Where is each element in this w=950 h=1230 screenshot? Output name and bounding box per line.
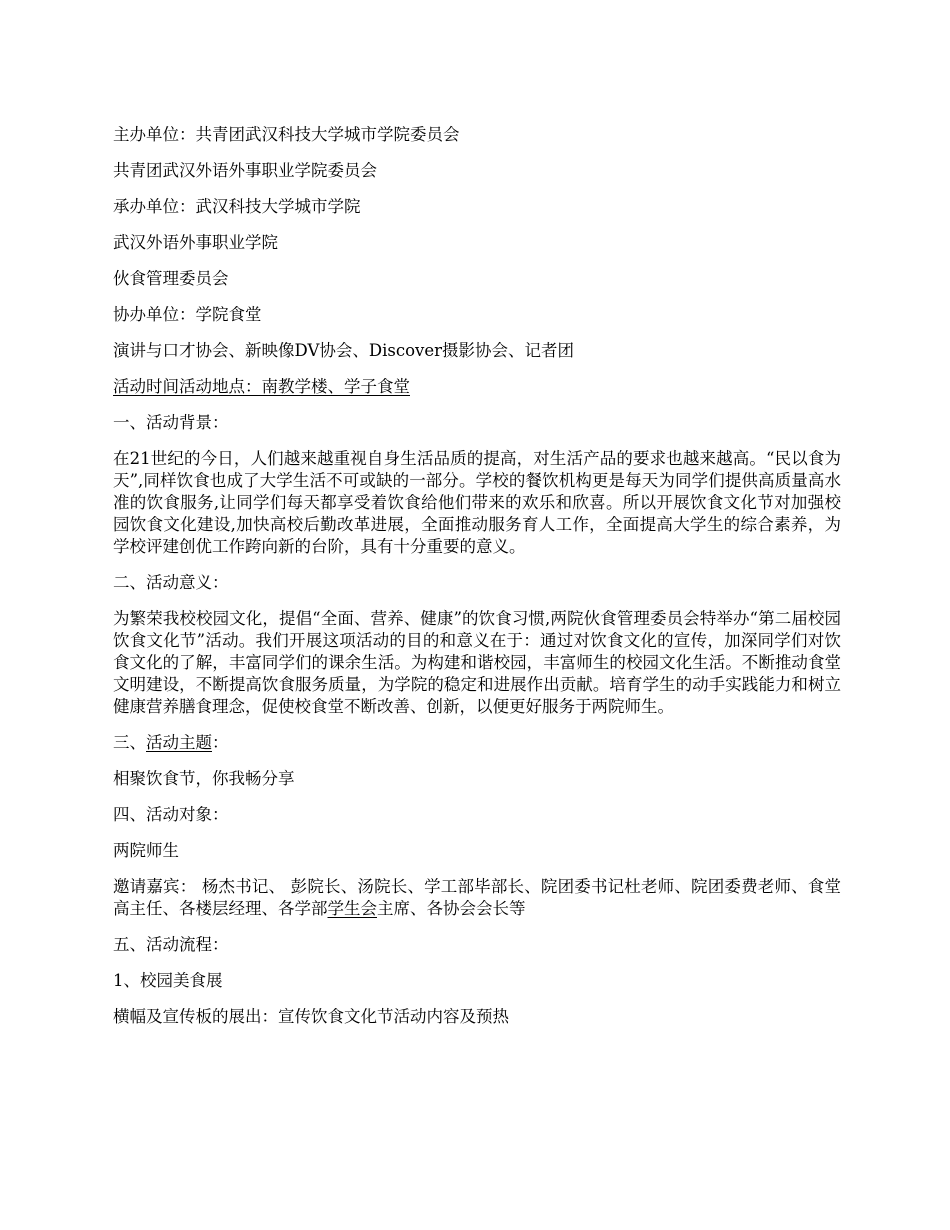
theme-heading: 活动主题 xyxy=(146,733,212,752)
process-item-1: 1、校园美食展 xyxy=(113,971,223,990)
background-heading: 一、活动背景： xyxy=(113,413,229,432)
coorganizer-line xyxy=(113,304,841,326)
guests-text-b: 主席、各协会会长等 xyxy=(377,899,526,918)
theme-heading-suffix: ： xyxy=(212,733,229,752)
theme-text: 相聚饮食节，你我畅分享 xyxy=(113,769,295,788)
organizer-line xyxy=(113,124,841,146)
host-name-3: 伙食管理委员会 xyxy=(113,269,229,288)
document-page xyxy=(113,124,841,1042)
meaning-heading: 二、活动意义： xyxy=(113,573,229,592)
host-line xyxy=(113,196,841,218)
time-place-text: 活动时间活动地点：南教学楼、学子食堂 xyxy=(113,377,410,396)
process-item-1-text: 横幅及宣传板的展出：宣传饮食文化节活动内容及预热 xyxy=(113,1007,509,1026)
organizer-name-2: 共青团武汉外语外事职业学院委员会 xyxy=(113,161,377,180)
theme-heading-prefix: 三、 xyxy=(113,733,146,752)
organizer-label: 主办单位： xyxy=(113,125,196,144)
background-paragraph: 在21世纪的今日，人们越来越重视自身生活品质的提高，对生活产品的要求也越来越高。“民以食为天”,同样饮食也成了大学生活不可或缺的一部分。学校的餐饮机构更是每天为同学们提供高质量高水准的饮食服务,让同学们每天都享受着饮食给他们带来的欢乐和欣喜。所以开展饮食文化节对加强校园饮食文化建设,加快高校后勤改革进展，全面推动服务育人工作，全面提高大学生的综合素养，为学校评建创优工作跨向新的台阶，具有十分重要的意义。 xyxy=(113,449,841,556)
host-label: 承办单位： xyxy=(113,197,196,216)
target-heading: 四、活动对象： xyxy=(113,805,229,824)
coorganizer-name-2: 演讲与口才协会、新映像DV协会、Discover摄影协会、记者团 xyxy=(113,341,574,360)
time-place-line xyxy=(113,376,841,398)
target-text: 两院师生 xyxy=(113,841,179,860)
meaning-paragraph: 为繁荣我校校园文化，提倡“全面、营养、健康”的饮食习惯,两院伙食管理委员会特举办“第二届校园饮食文化节”活动。我们开展这项活动的目的和意义在于：通过对饮食文化的宣传，加深同学们对饮食文化的了解，丰富同学们的课余生活。为构建和谐校园，丰富师生的校园文化生活。不断推动食堂文明建设，不断提高饮食服务质量，为学院的稳定和进展作出贡献。培育学生的动手实践能力和树立健康营养膳食理念，促使校食堂不断改善、创新，以便更好服务于两院师生。 xyxy=(113,609,841,716)
theme-heading-line xyxy=(113,732,841,754)
guests-paragraph xyxy=(113,876,841,920)
coorganizer-label: 协办单位： xyxy=(113,305,196,324)
host-name-1: 武汉科技大学城市学院 xyxy=(195,197,361,216)
process-heading: 五、活动流程： xyxy=(113,935,229,954)
coorganizer-name-1: 学院食堂 xyxy=(195,305,262,324)
student-union-link[interactable]: 学生会 xyxy=(327,899,377,918)
guests-text-a: 邀请嘉宾： 杨杰书记、 彭院长、汤院长、学工部毕部长、院团委书记杜老师、院团委费老师、食堂高主任、各楼层经理、各学部 xyxy=(113,877,841,918)
organizer-name-1: 共青团武汉科技大学城市学院委员会 xyxy=(195,125,460,144)
host-name-2: 武汉外语外事职业学院 xyxy=(113,233,278,252)
